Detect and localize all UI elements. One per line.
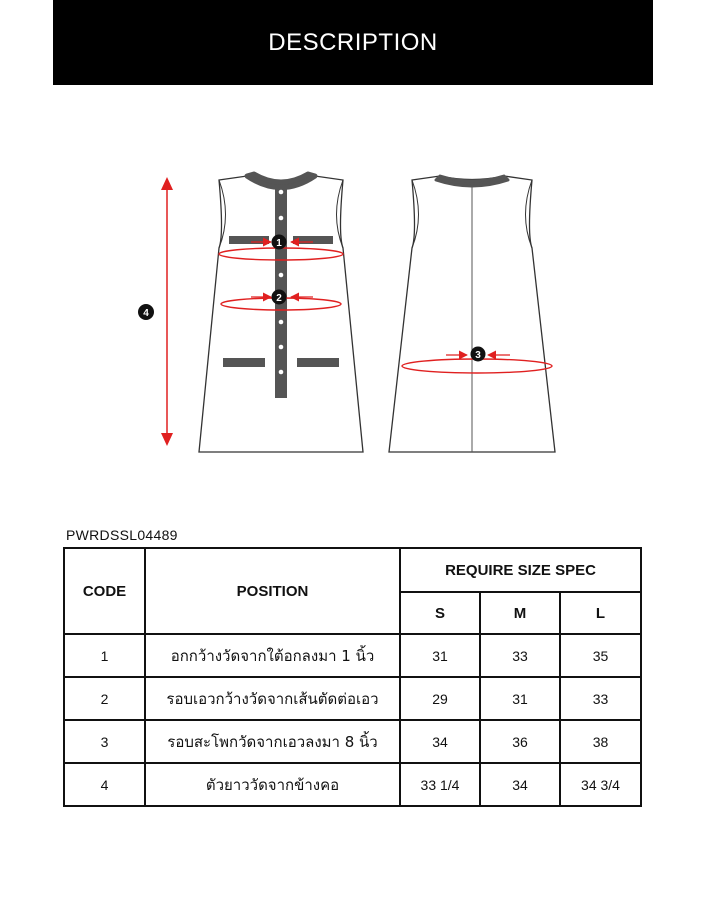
svg-text:3: 3 <box>475 350 481 361</box>
header-title: DESCRIPTION <box>268 28 438 56</box>
code-header: CODE <box>64 548 145 634</box>
row-value-m: 36 <box>480 720 560 763</box>
row-code: 4 <box>64 763 145 806</box>
row-value-l: 38 <box>560 720 641 763</box>
row-code: 3 <box>64 720 145 763</box>
marker-3 <box>471 347 486 362</box>
row-position: ตัวยาววัดจากข้างคอ <box>145 763 400 806</box>
row-position: อกกว้างวัดจากใต้อกลงมา 1 นิ้ว <box>145 634 400 677</box>
table-row <box>64 634 641 677</box>
marker-4 <box>138 304 154 320</box>
length-arrow <box>161 177 173 446</box>
product-code: PWRDSSL04489 <box>66 527 178 543</box>
row-code: 1 <box>64 634 145 677</box>
row-code: 2 <box>64 677 145 720</box>
size-header-m: M <box>480 592 560 634</box>
table-row <box>64 677 641 720</box>
row-value-s: 34 <box>400 720 480 763</box>
size-spec-table <box>63 547 642 807</box>
require-size-spec-header: REQUIRE SIZE SPEC <box>400 548 641 592</box>
back-view <box>389 176 555 452</box>
size-header-s: S <box>400 592 480 634</box>
row-value-s: 31 <box>400 634 480 677</box>
front-view <box>199 174 363 452</box>
row-value-l: 34 3/4 <box>560 763 641 806</box>
row-value-l: 35 <box>560 634 641 677</box>
row-position: รอบเอวกว้างวัดจากเส้นตัดต่อเอว <box>145 677 400 720</box>
table-row <box>64 763 641 806</box>
row-value-m: 34 <box>480 763 560 806</box>
size-header-l: L <box>560 592 641 634</box>
position-header: POSITION <box>145 548 400 634</box>
row-position: รอบสะโพกวัดจากเอวลงมา 8 นิ้ว <box>145 720 400 763</box>
row-value-s: 33 1/4 <box>400 763 480 806</box>
row-value-l: 33 <box>560 677 641 720</box>
svg-text:1: 1 <box>276 238 282 249</box>
row-value-s: 29 <box>400 677 480 720</box>
row-value-m: 31 <box>480 677 560 720</box>
svg-text:4: 4 <box>143 308 149 319</box>
table-row <box>64 720 641 763</box>
marker-1 <box>272 235 287 250</box>
svg-text:2: 2 <box>276 293 282 304</box>
marker-2 <box>272 290 287 305</box>
row-value-m: 33 <box>480 634 560 677</box>
